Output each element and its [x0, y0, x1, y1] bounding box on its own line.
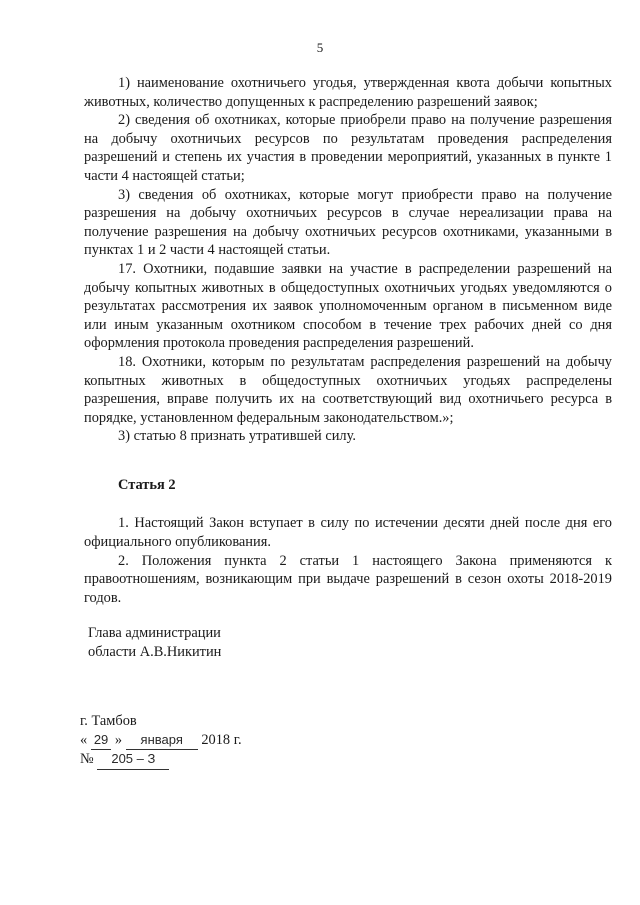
date-line	[80, 731, 242, 751]
article-heading: Статья 2	[118, 476, 176, 493]
document-number: 205 – З	[97, 750, 169, 770]
paragraph: 2) сведения об охотниках, которые приобрели право на получение разрешения на добычу охотничьих ресурсов по результатам проведения распределения разрешений и степень их участия в проведении мероприятий, указанных в пункте 1 части 4 настоящей статьи;	[84, 112, 612, 184]
document-body	[84, 74, 612, 607]
paragraph: 3) сведения об охотниках, которые могут приобрести право на получение разрешения на добычу охотничьих ресурсов в случае нереализации права на получение разрешения на добычу охотничьих ресурсов охотниками, указанными в пунктах 1 и 2 части 4 настоящей статьи.	[84, 186, 612, 259]
date-year: 2018 г.	[201, 731, 242, 748]
signature-name: области А.В.Никитин	[88, 643, 222, 660]
paragraph: 18. Охотники, которым по результатам распределения разрешений на добычу копытных животных в общедоступных охотничьих угодьях распределены разрешения, вправе получить их на соответствующий вид охотничьего ресурса в порядке, установленном федеральным законодательством.»;	[84, 353, 612, 426]
number-label: №	[80, 751, 94, 768]
date-month: января	[126, 731, 198, 751]
paragraph: 1) наименование охотничьего угодья, утвержденная квота добычи копытных животных, количество допущенных к распределению разрешений заявок;	[84, 75, 612, 110]
article-paragraph: 1. Настоящий Закон вступает в силу по истечении десяти дней после дня его официального опубликования.	[84, 515, 612, 551]
date-day: 29	[91, 731, 111, 751]
date-open-quote: «	[80, 731, 88, 748]
date-close-quote: »	[114, 731, 123, 748]
number-line	[80, 750, 242, 770]
paragraph: 3) статью 8 признать утратившей силу.	[118, 428, 356, 445]
paragraph: 17. Охотники, подавшие заявки на участие в распределении разрешений на добычу копытных животных в общедоступных охотничьих угодьях уведомляются о результатах рассмотрения их заявок уполномоченным органом в письменном виде или иным указанным охотником способом в течение трех рабочих дней со дня оформления протокола проведения распределения разрешений.	[84, 260, 612, 352]
signature-block	[88, 624, 221, 661]
page-number: 5	[316, 40, 324, 55]
signature-title: Глава администрации	[88, 625, 221, 641]
article-paragraph: 2. Положения пункта 2 статьи 1 настоящего Закона применяются к правоотношениям, возникающим при выдаче разрешений в сезон охоты 2018-2019 годов.	[84, 552, 612, 606]
city: г. Тамбов	[80, 713, 137, 729]
place-date-block	[80, 712, 242, 770]
